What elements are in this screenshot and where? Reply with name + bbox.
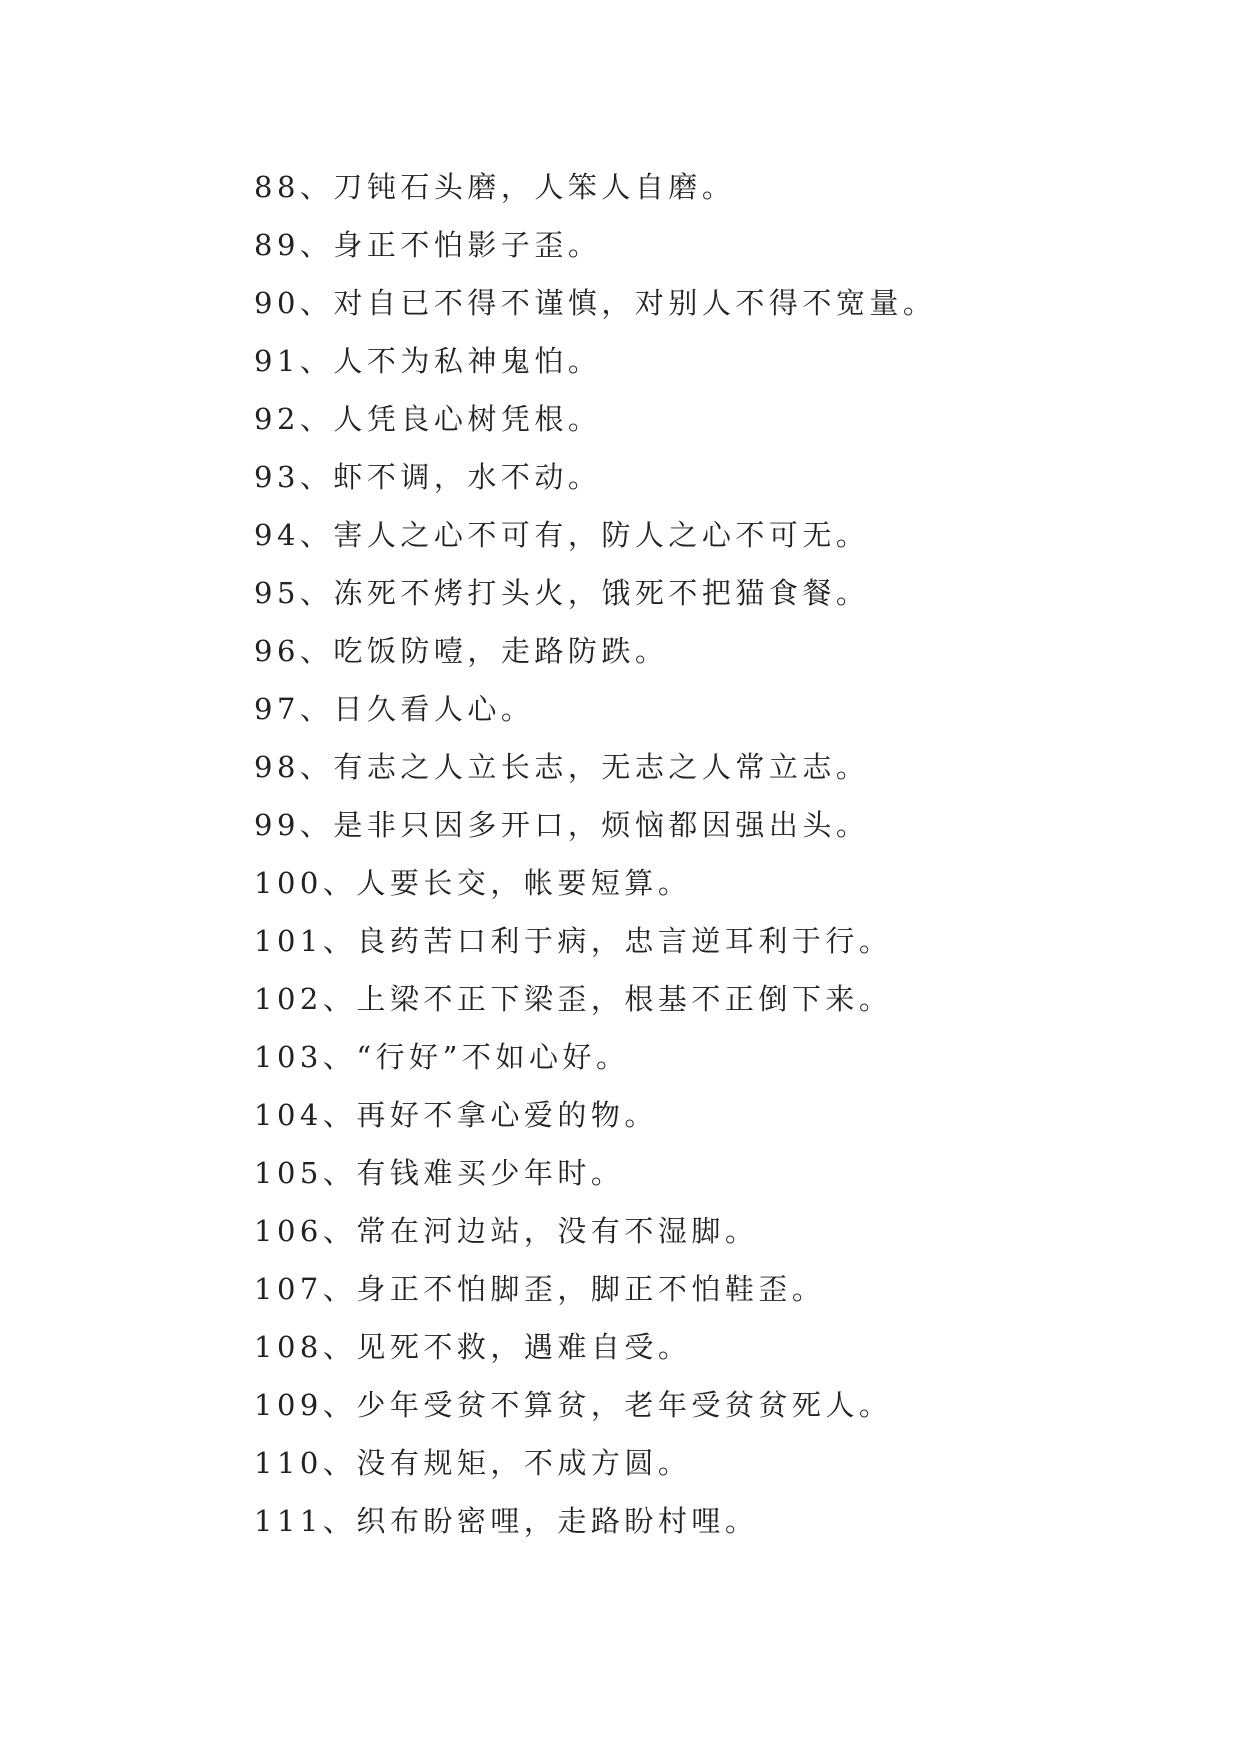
proverb-line: 111、织布盼密哩，走路盼村哩。 (254, 1504, 759, 1538)
proverb-line: 90、对自已不得不谨慎，对别人不得不宽量。 (254, 286, 937, 320)
proverb-line: 108、见死不救，遇难自受。 (254, 1330, 692, 1364)
proverb-line: 100、人要长交，帐要短算。 (254, 866, 692, 900)
proverb-line: 110、没有规矩，不成方圆。 (254, 1446, 692, 1480)
proverb-line: 107、身正不怕脚歪，脚正不怕鞋歪。 (254, 1272, 826, 1306)
proverb-line: 109、少年受贫不算贫，老年受贫贫死人。 (254, 1388, 893, 1422)
proverb-line: 93、虾不调，水不动。 (254, 460, 602, 494)
proverb-line: 106、常在河边站，没有不湿脚。 (254, 1214, 759, 1248)
proverb-line: 102、上梁不正下梁歪，根基不正倒下来。 (254, 982, 893, 1016)
proverb-list (254, 158, 936, 1550)
proverb-line: 104、再好不拿心爱的物。 (254, 1098, 658, 1132)
proverb-line: 92、人凭良心树凭根。 (254, 402, 602, 436)
proverb-line: 91、人不为私神鬼怕。 (254, 344, 602, 378)
proverb-line: 97、日久看人心。 (254, 692, 535, 726)
proverb-line: 94、害人之心不可有，防人之心不可无。 (254, 518, 870, 552)
proverb-line: 89、身正不怕影子歪。 (254, 228, 602, 262)
proverb-line: 99、是非只因多开口，烦恼都因强出头。 (254, 808, 870, 842)
proverb-line: 95、冻死不烤打头火，饿死不把猫食餐。 (254, 576, 870, 610)
proverb-line: 96、吃饭防噎，走路防跌。 (254, 634, 669, 668)
proverb-line: 88、刀钝石头磨，人笨人自磨。 (254, 170, 736, 204)
proverb-line: 103、“行好”不如心好。 (254, 1040, 630, 1074)
proverb-line: 98、有志之人立长志，无志之人常立志。 (254, 750, 870, 784)
proverb-line: 105、有钱难买少年时。 (254, 1156, 625, 1190)
proverb-line: 101、良药苦口利于病，忠言逆耳利于行。 (254, 924, 893, 958)
